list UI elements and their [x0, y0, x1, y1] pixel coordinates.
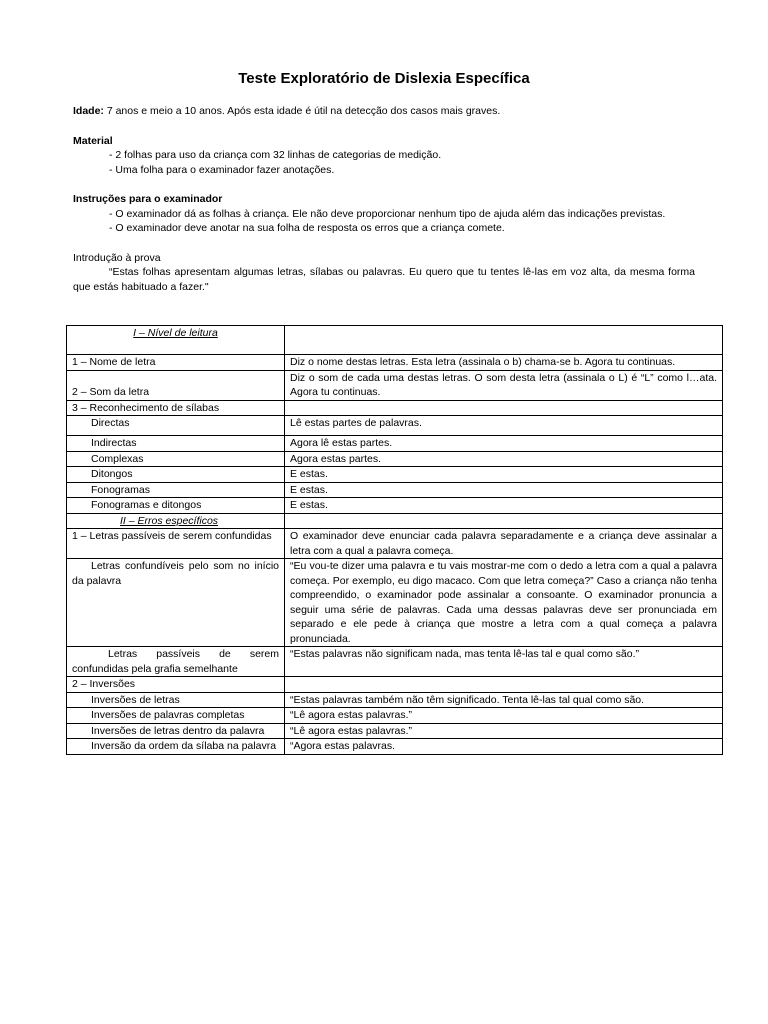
material-heading: Material	[73, 134, 113, 147]
table-cell: Ditongos	[67, 467, 285, 483]
table-cell: Letras passíveis de serem confundidas pela grafia semelhante	[67, 647, 285, 677]
table-row	[67, 400, 723, 416]
table-cell: Letras confundíveis pelo som no início da palavra	[67, 559, 285, 647]
table-cell: Diz o som de cada uma destas letras. O som desta letra (assinala o L) é “L” como l…ata. Agora tu continuas.	[285, 370, 723, 400]
table-row	[67, 467, 723, 483]
table-cell: Fonogramas e ditongos	[67, 498, 285, 514]
introducao-section	[73, 251, 695, 295]
document-body	[73, 104, 695, 309]
table-cell: Agora lê estas partes.	[285, 436, 723, 452]
table-row	[67, 416, 723, 436]
table-row	[67, 647, 723, 677]
table-cell	[67, 513, 285, 529]
table-cell: “Lê agora estas palavras.”	[285, 708, 723, 724]
material-item: - 2 folhas para uso da criança com 32 linhas de categorias de medição.	[109, 149, 442, 161]
section-heading: I – Nível de leitura	[133, 327, 218, 339]
instructions-table	[66, 325, 723, 755]
table-row	[67, 326, 723, 355]
table-row	[67, 370, 723, 400]
table-cell: 2 – Inversões	[67, 677, 285, 693]
table-cell: E estas.	[285, 498, 723, 514]
table-cell: 3 – Reconhecimento de sílabas	[67, 400, 285, 416]
table-cell	[285, 326, 723, 355]
idade-paragraph	[73, 104, 695, 119]
table-cell: Fonogramas	[67, 482, 285, 498]
table-cell: “Agora estas palavras.	[285, 739, 723, 755]
instrucoes-heading: Instruções para o examinador	[73, 193, 223, 205]
table-cell: “Estas palavras também não têm significado. Tenta lê-las tal qual como são.	[285, 692, 723, 708]
table-cell: “Lê agora estas palavras.”	[285, 723, 723, 739]
table-cell: 2 – Som da letra	[67, 370, 285, 400]
table-row	[67, 529, 723, 559]
table-cell: Inversões de letras	[67, 692, 285, 708]
instrucoes-section	[73, 192, 695, 236]
table-cell: Diz o nome destas letras. Esta letra (assinala o b) chama-se b. Agora tu continuas.	[285, 355, 723, 371]
instrucoes-item: - O examinador dá as folhas à criança. Ele não deve proporcionar nenhum tipo de ajuda além das indicações previstas.	[109, 207, 666, 220]
table-cell: 1 – Nome de letra	[67, 355, 285, 371]
table-cell: Directas	[67, 416, 285, 436]
introducao-text: “Estas folhas apresentam algumas letras, sílabas ou palavras. Eu quero que tu tentes lê-las em voz alta, da mesma forma que estás habituado a fazer."	[73, 266, 695, 293]
table-cell: Complexas	[67, 451, 285, 467]
table-cell: Lê estas partes de palavras.	[285, 416, 723, 436]
material-section	[73, 134, 695, 178]
material-item: - Uma folha para o examinador fazer anotações.	[109, 163, 335, 176]
table-row	[67, 513, 723, 529]
section-heading: II – Erros específicos	[120, 514, 219, 527]
table-cell: “Eu vou-te dizer uma palavra e tu vais mostrar-me com o dedo a letra com a qual a palavra começa. Por exemplo, eu digo macaco. Com que letra começa?” Caso a criança não tenha compreendido, o examinador pode assinalar a consoante. O examinador pronuncia a seguir uma série de palavras. Cada uma dessas palavras deve ser pronunciada em separado e ele pede à criança que mostre a letra com a qual começa a palavra pronunciada.	[285, 559, 723, 647]
table-row	[67, 692, 723, 708]
table-row	[67, 355, 723, 371]
table-cell	[67, 326, 285, 355]
table-row	[67, 436, 723, 452]
instrucoes-item: - O examinador deve anotar na sua folha de resposta os erros que a criança comete.	[109, 222, 505, 234]
table-row	[67, 559, 723, 647]
table-cell: E estas.	[285, 467, 723, 483]
introducao-heading: Introdução à prova	[73, 251, 161, 264]
idade-text: 7 anos e meio a 10 anos. Após esta idade é útil na detecção dos casos mais graves.	[103, 105, 501, 117]
table-row	[67, 677, 723, 693]
table-cell	[285, 677, 723, 693]
table-cell: Agora estas partes.	[285, 451, 723, 467]
table-cell: Inversões de palavras completas	[67, 708, 285, 724]
table-cell	[285, 400, 723, 416]
table-row	[67, 498, 723, 514]
idade-label: Idade:	[73, 105, 104, 117]
table-cell: Inversão da ordem da sílaba na palavra	[67, 739, 285, 755]
table-cell: Indirectas	[67, 436, 285, 452]
table-cell	[285, 513, 723, 529]
table-row	[67, 708, 723, 724]
table-row	[67, 723, 723, 739]
table-row	[67, 451, 723, 467]
table-cell: “Estas palavras não significam nada, mas tenta lê-las tal e qual como são.”	[285, 647, 723, 677]
table-cell: O examinador deve enunciar cada palavra separadamente e a criança deve assinalar a letra com a qual a palavra começa.	[285, 529, 723, 559]
table-row	[67, 739, 723, 755]
table-cell: E estas.	[285, 482, 723, 498]
table-cell: Inversões de letras dentro da palavra	[67, 723, 285, 739]
document-title: Teste Exploratório de Dislexia Específica	[238, 70, 530, 87]
table-row	[67, 482, 723, 498]
table-cell: 1 – Letras passíveis de serem confundidas	[67, 529, 285, 559]
